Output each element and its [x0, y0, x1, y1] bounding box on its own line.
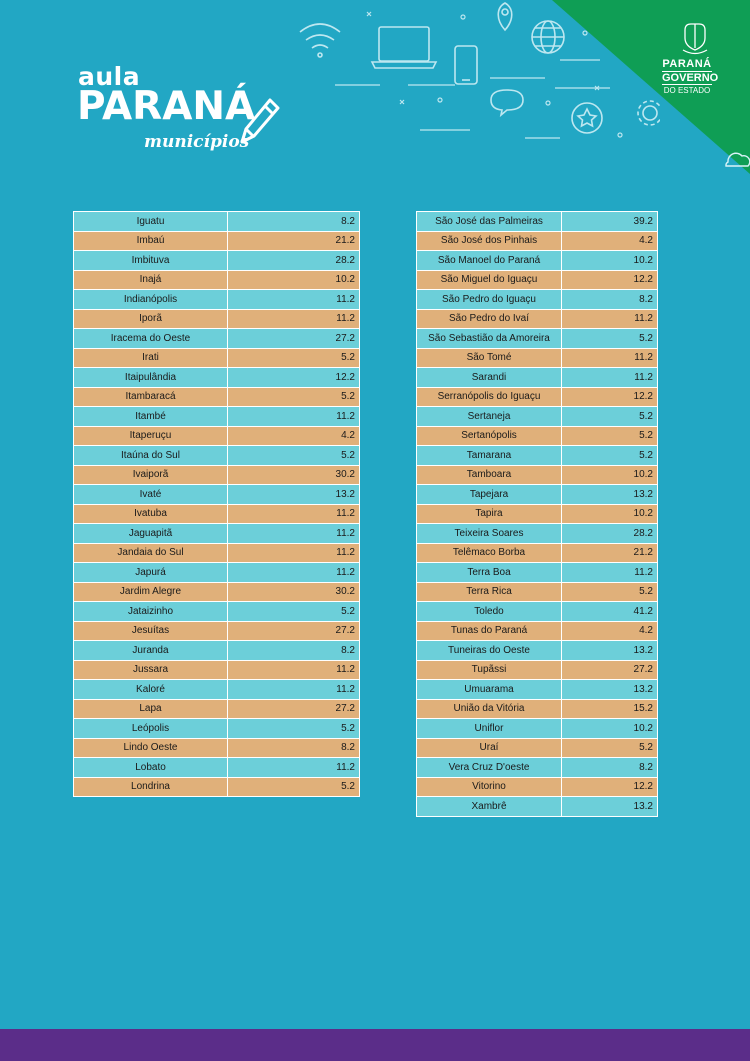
municipality-value: 13.2 — [228, 485, 360, 505]
government-corner — [550, 0, 750, 174]
municipality-name: São José dos Pinhais — [417, 231, 562, 251]
table-row — [417, 426, 658, 446]
logo-aula-text: aula — [78, 62, 141, 91]
table-row — [417, 231, 658, 251]
municipality-value: 4.2 — [562, 231, 658, 251]
municipality-name: Juranda — [74, 641, 228, 661]
pencil-icon — [238, 96, 282, 148]
municipality-name: Xambrê — [417, 797, 562, 817]
municipality-name: Tapira — [417, 504, 562, 524]
footer-bar — [0, 1029, 750, 1061]
municipality-name: Terra Rica — [417, 582, 562, 602]
table-row — [417, 758, 658, 778]
municipality-name: Londrina — [74, 777, 228, 797]
municipality-value: 5.2 — [562, 446, 658, 466]
municipality-name: Lapa — [74, 699, 228, 719]
table-row — [417, 251, 658, 271]
municipality-value: 27.2 — [562, 660, 658, 680]
table-row — [74, 407, 360, 427]
municipality-name: Tuneiras do Oeste — [417, 641, 562, 661]
table-row — [417, 582, 658, 602]
table-row — [74, 212, 360, 232]
table-row — [417, 680, 658, 700]
table-row — [417, 446, 658, 466]
municipality-name: São Tomé — [417, 348, 562, 368]
municipality-name: Toledo — [417, 602, 562, 622]
municipality-name: Lobato — [74, 758, 228, 778]
municipality-value: 30.2 — [228, 465, 360, 485]
municipality-name: São José das Palmeiras — [417, 212, 562, 232]
municipality-name: Tupãssi — [417, 660, 562, 680]
municipality-name: Iporã — [74, 309, 228, 329]
municipality-name: Umuarama — [417, 680, 562, 700]
municipality-value: 11.2 — [228, 758, 360, 778]
table-row — [74, 348, 360, 368]
municipality-name: União da Vitória — [417, 699, 562, 719]
municipality-value: 15.2 — [562, 699, 658, 719]
table-row — [417, 485, 658, 505]
table-row — [74, 387, 360, 407]
municipality-value: 11.2 — [228, 407, 360, 427]
gov-governo-text: GOVERNO — [662, 72, 719, 84]
municipality-value: 5.2 — [562, 582, 658, 602]
municipality-value: 5.2 — [562, 426, 658, 446]
table-row — [74, 251, 360, 271]
table-row — [74, 368, 360, 388]
municipality-name: Tamboara — [417, 465, 562, 485]
municipality-name: Iracema do Oeste — [74, 329, 228, 349]
gov-estado-text: DO ESTADO — [663, 86, 711, 95]
municipality-value: 11.2 — [228, 290, 360, 310]
municipality-value: 11.2 — [562, 368, 658, 388]
municipality-value: 10.2 — [562, 465, 658, 485]
municipality-name: São Manoel do Paraná — [417, 251, 562, 271]
municipality-name: Iguatu — [74, 212, 228, 232]
table-row — [74, 465, 360, 485]
table-row — [417, 797, 658, 817]
municipality-name: Ivaiporã — [74, 465, 228, 485]
municipality-value: 4.2 — [228, 426, 360, 446]
municipality-name: Teixeira Soares — [417, 524, 562, 544]
municipality-name: Inajá — [74, 270, 228, 290]
municipality-value: 8.2 — [562, 290, 658, 310]
municipality-name: Sertaneja — [417, 407, 562, 427]
municipality-value: 11.2 — [228, 680, 360, 700]
municipality-name: Tunas do Paraná — [417, 621, 562, 641]
table-row — [74, 660, 360, 680]
wifi-icon — [300, 24, 340, 57]
table-row — [417, 309, 658, 329]
table-row — [74, 758, 360, 778]
municipality-value: 13.2 — [562, 641, 658, 661]
municipality-value: 27.2 — [228, 329, 360, 349]
municipality-value: 8.2 — [562, 758, 658, 778]
municipality-value: 12.2 — [562, 387, 658, 407]
table-row — [74, 777, 360, 797]
table-row — [417, 719, 658, 739]
table-row — [417, 465, 658, 485]
municipality-value: 27.2 — [228, 699, 360, 719]
table-row — [417, 738, 658, 758]
municipality-value: 13.2 — [562, 680, 658, 700]
municipalities-table-right — [416, 211, 658, 817]
table-row — [74, 329, 360, 349]
gov-parana-text: PARANÁ — [662, 58, 712, 70]
table-row — [417, 641, 658, 661]
municipality-value: 27.2 — [228, 621, 360, 641]
municipality-value: 5.2 — [228, 602, 360, 622]
table-row — [417, 524, 658, 544]
municipality-name: Sertanópolis — [417, 426, 562, 446]
municipality-value: 11.2 — [228, 660, 360, 680]
table-row — [74, 582, 360, 602]
municipality-name: Ivatuba — [74, 504, 228, 524]
municipality-value: 8.2 — [228, 738, 360, 758]
table-row — [417, 563, 658, 583]
municipality-value: 5.2 — [562, 329, 658, 349]
municipality-value: 8.2 — [228, 641, 360, 661]
municipality-name: Tamarana — [417, 446, 562, 466]
table-row — [74, 309, 360, 329]
municipality-name: Itaperuçu — [74, 426, 228, 446]
municipality-name: Serranópolis do Iguaçu — [417, 387, 562, 407]
municipality-value: 5.2 — [562, 738, 658, 758]
municipality-value: 21.2 — [228, 231, 360, 251]
table-row — [74, 485, 360, 505]
municipality-name: Imbituva — [74, 251, 228, 271]
table-row — [417, 543, 658, 563]
municipality-name: Uniflor — [417, 719, 562, 739]
municipality-name: Tapejara — [417, 485, 562, 505]
municipality-value: 12.2 — [562, 270, 658, 290]
municipality-name: Terra Boa — [417, 563, 562, 583]
table-row — [417, 290, 658, 310]
municipality-value: 5.2 — [228, 719, 360, 739]
phone-icon — [455, 46, 477, 84]
municipality-name: Itaúna do Sul — [74, 446, 228, 466]
municipality-value: 11.2 — [228, 524, 360, 544]
table-row — [417, 348, 658, 368]
municipality-name: Jesuítas — [74, 621, 228, 641]
table-row — [417, 368, 658, 388]
municipality-name: Itambaracá — [74, 387, 228, 407]
municipality-name: Uraí — [417, 738, 562, 758]
table-row — [417, 621, 658, 641]
municipality-value: 5.2 — [228, 348, 360, 368]
municipality-name: Jataizinho — [74, 602, 228, 622]
municipality-value: 12.2 — [228, 368, 360, 388]
table-row — [74, 621, 360, 641]
laptop-icon — [372, 27, 436, 68]
table-row — [417, 387, 658, 407]
table-row — [74, 270, 360, 290]
government-logo — [662, 58, 719, 96]
table-row — [417, 329, 658, 349]
logo-parana-text: PARANÁ — [77, 84, 256, 129]
municipality-value: 10.2 — [562, 251, 658, 271]
municipality-value: 28.2 — [562, 524, 658, 544]
municipality-value: 11.2 — [228, 504, 360, 524]
table-row — [74, 699, 360, 719]
table-row — [417, 407, 658, 427]
municipality-value: 39.2 — [562, 212, 658, 232]
municipality-name: Imbaú — [74, 231, 228, 251]
municipality-name: São Sebastião da Amoreira — [417, 329, 562, 349]
municipality-value: 10.2 — [562, 719, 658, 739]
municipality-name: Vitorino — [417, 777, 562, 797]
municipality-value: 13.2 — [562, 485, 658, 505]
municipality-value: 5.2 — [228, 446, 360, 466]
municipality-name: Sarandi — [417, 368, 562, 388]
table-row — [74, 719, 360, 739]
table-row — [417, 270, 658, 290]
municipality-name: Itambé — [74, 407, 228, 427]
municipality-name: Jardim Alegre — [74, 582, 228, 602]
municipality-name: São Pedro do Iguaçu — [417, 290, 562, 310]
municipality-value: 12.2 — [562, 777, 658, 797]
table-row — [417, 212, 658, 232]
table-row — [74, 602, 360, 622]
table-row — [74, 524, 360, 544]
chat-bubble-icon — [491, 90, 523, 115]
municipality-name: Itaipulândia — [74, 368, 228, 388]
municipality-name: Kaloré — [74, 680, 228, 700]
municipality-value: 4.2 — [562, 621, 658, 641]
municipality-value: 11.2 — [228, 309, 360, 329]
municipality-name: Irati — [74, 348, 228, 368]
municipality-value: 28.2 — [228, 251, 360, 271]
table-row — [417, 777, 658, 797]
table-row — [74, 504, 360, 524]
table-row — [417, 699, 658, 719]
municipality-value: 5.2 — [562, 407, 658, 427]
municipality-value: 21.2 — [562, 543, 658, 563]
municipalities-table-left — [73, 211, 360, 797]
municipality-name: Vera Cruz D'oeste — [417, 758, 562, 778]
table-row — [74, 290, 360, 310]
municipality-name: Lindo Oeste — [74, 738, 228, 758]
municipality-value: 11.2 — [228, 543, 360, 563]
table-row — [74, 231, 360, 251]
table-row — [74, 446, 360, 466]
municipality-name: Indianópolis — [74, 290, 228, 310]
table-row — [74, 426, 360, 446]
municipality-value: 8.2 — [228, 212, 360, 232]
logo-municipios-text: municípios — [144, 132, 250, 152]
municipality-name: São Pedro do Ivaí — [417, 309, 562, 329]
municipality-name: Ivaté — [74, 485, 228, 505]
table-row — [74, 543, 360, 563]
table-row — [74, 563, 360, 583]
municipality-value: 10.2 — [228, 270, 360, 290]
table-row — [417, 504, 658, 524]
municipality-value: 41.2 — [562, 602, 658, 622]
municipality-value: 5.2 — [228, 777, 360, 797]
municipality-value: 13.2 — [562, 797, 658, 817]
municipality-value: 10.2 — [562, 504, 658, 524]
municipality-name: Telêmaco Borba — [417, 543, 562, 563]
table-row — [74, 680, 360, 700]
municipality-name: Jussara — [74, 660, 228, 680]
municipality-value: 11.2 — [562, 348, 658, 368]
municipality-name: Japurá — [74, 563, 228, 583]
municipality-name: Leópolis — [74, 719, 228, 739]
table-row — [417, 660, 658, 680]
municipality-value: 11.2 — [228, 563, 360, 583]
location-pin-icon — [498, 3, 512, 30]
municipality-name: São Miguel do Iguaçu — [417, 270, 562, 290]
municipality-value: 5.2 — [228, 387, 360, 407]
table-row — [417, 602, 658, 622]
municipality-value: 11.2 — [562, 563, 658, 583]
municipality-name: Jaguapitã — [74, 524, 228, 544]
table-row — [74, 641, 360, 661]
municipality-name: Jandaia do Sul — [74, 543, 228, 563]
municipality-value: 30.2 — [228, 582, 360, 602]
municipality-value: 11.2 — [562, 309, 658, 329]
table-row — [74, 738, 360, 758]
